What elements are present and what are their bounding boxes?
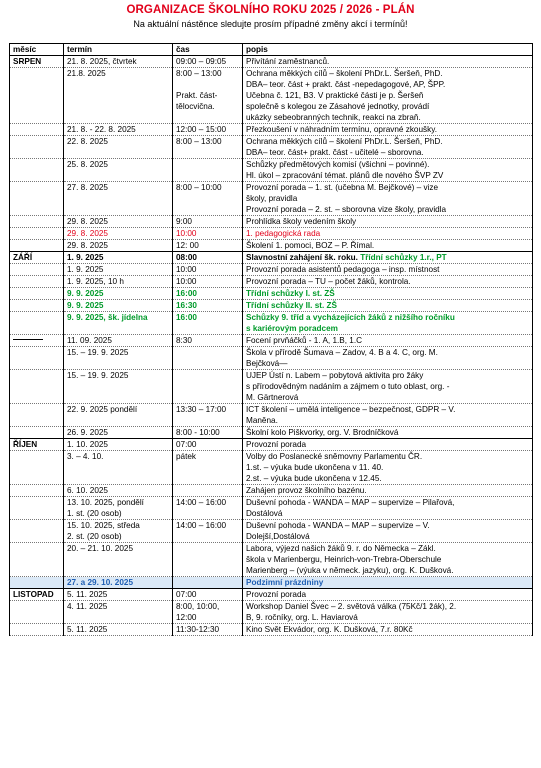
table-row [10, 252, 533, 264]
cell-date: 1. 9. 2025 [64, 252, 173, 264]
cell-date: 11. 09. 2025 [64, 335, 173, 347]
header-month: měsíc [10, 44, 64, 56]
cell-time: 8:00, 10:00, 12:00 [173, 601, 243, 624]
cell-description: Provozní porada – 1. st. (učebna M. Bejčkové) – vize školy, pravidla Provozní porada – 2. st. – sborovna vize školy, pravidla [243, 182, 533, 216]
cell-month [10, 543, 64, 577]
page-title: ORGANIZACE ŠKOLNÍHO ROKU 2025 / 2026 - PLÁN [126, 4, 415, 16]
cell-month [10, 288, 64, 300]
cell-month [10, 300, 64, 312]
cell-date: 1. 9. 2025 [64, 264, 173, 276]
cell-description: Volby do Poslanecké sněmovny Parlamentu ČR. 1.st. – výuka bude ukončena v 11. 40. 2.st. – výuka bude ukončena v 12.45. [243, 451, 533, 485]
cell-date: 5. 11. 2025 [64, 624, 173, 636]
cell-time: 12: 00 [173, 240, 243, 252]
table-row [10, 216, 533, 228]
cell-date: 3. – 4. 10. [64, 451, 173, 485]
cell-date: 13. 10. 2025, pondělí 1. st. (20 osob) [64, 497, 173, 520]
cell-time: 07:00 [173, 439, 243, 451]
cell-month [10, 497, 64, 520]
cell-description: Ochrana měkkých cílů – školení PhDr.L. Šeršeň, PhD. DBA– teor. část + prakt. část -nepedagogové, AP, ŠPP. Učebna č. 121, B3. V praktické části je p. Šeršeň společně s kolegou ze Zásahové jednotky, provádí ukázky sebeobranných technik, reakci na zbraň. [243, 68, 533, 124]
cell-date: 21. 8. 2025, čtvrtek [64, 56, 173, 68]
cell-month [10, 159, 64, 182]
cell-month [10, 216, 64, 228]
cell-description: Labora, výjezd našich žáků 9. r. do Německa – Zákl. škola v Marienbergu, Heinrich-von-Trebra-Oberschule Marienberg – (výuka v německ. jazyku), org. K. Dušková. [243, 543, 533, 577]
table-row [10, 577, 533, 589]
table-row [10, 347, 533, 370]
cell-time: 14:00 – 16:00 [173, 520, 243, 543]
cell-time [173, 370, 243, 404]
cell-date: 26. 9. 2025 [64, 427, 173, 439]
table-row [10, 288, 533, 300]
cell-time: 9:00 [173, 216, 243, 228]
cell-description: Workshop Daniel Švec – 2. světová válka (75Kč/1 žák), 2. B, 9. ročníky, org. L. Haviarová [243, 601, 533, 624]
cell-date: 15. 10. 2025, středa 2. st. (20 osob) [64, 520, 173, 543]
cell-description: Schůzky předmětových komisí (všichni – povinné). Hl. úkol – zpracování témat. plánů dle nového ŠVP ZV [243, 159, 533, 182]
cell-date: 4. 11. 2025 [64, 601, 173, 624]
table-header-row [10, 44, 533, 56]
cell-time [173, 577, 243, 589]
cell-date: 22. 9. 2025 pondělí [64, 404, 173, 427]
table-row [10, 601, 533, 624]
cell-month: SRPEN [10, 56, 64, 68]
cell-time: 16:00 [173, 312, 243, 335]
cell-date: 27. 8. 2025 [64, 182, 173, 216]
schedule-body [10, 56, 533, 636]
schedule-table [9, 43, 533, 636]
table-row [10, 68, 533, 124]
cell-time: pátek [173, 451, 243, 485]
cell-time [173, 543, 243, 577]
cell-description: Focení prvňáčků - 1. A, 1.B, 1.C [243, 335, 533, 347]
cell-date: 5. 11. 2025 [64, 589, 173, 601]
cell-month [10, 601, 64, 624]
cell-date: 15. – 19. 9. 2025 [64, 347, 173, 370]
cell-description-extra: Třídní schůzky 1.r., PT [360, 253, 447, 262]
cell-month [10, 577, 64, 589]
cell-date: 27. a 29. 10. 2025 [64, 577, 173, 589]
table-row [10, 276, 533, 288]
cell-date: 1. 10. 2025 [64, 439, 173, 451]
cell-description: ICT školení – umělá inteligence – bezpečnost, GDPR – V. Maněna. [243, 404, 533, 427]
cell-month [10, 404, 64, 427]
page-subtitle: Na aktuální nástěnce sledujte prosím případné změny akcí i termínů! [133, 19, 408, 29]
cell-month [10, 182, 64, 216]
table-row [10, 520, 533, 543]
cell-time: 8:00 – 13:00 Prakt. část- tělocvična. [173, 68, 243, 124]
cell-description: Školení 1. pomoci, BOZ – P. Římal. [243, 240, 533, 252]
table-row [10, 136, 533, 159]
cell-description: Přivítání zaměstnanců. [243, 56, 533, 68]
cell-date: 29. 8. 2025 [64, 216, 173, 228]
cell-month [10, 228, 64, 240]
cell-description: Prohlídka školy vedením školy [243, 216, 533, 228]
table-row [10, 56, 533, 68]
table-row [10, 497, 533, 520]
cell-date: 9. 9. 2025 [64, 300, 173, 312]
table-row [10, 451, 533, 485]
cell-month: ZÁŘÍ [10, 252, 64, 264]
cell-month [10, 136, 64, 159]
cell-description: Školní kolo Piškvorky, org. V. Brodníčková [243, 427, 533, 439]
table-row [10, 370, 533, 404]
cell-description: Provozní porada [243, 589, 533, 601]
cell-description: Slavnostní zahájení šk. roku. Třídní schůzky 1.r., PT [243, 252, 533, 264]
cell-time: 10:00 [173, 276, 243, 288]
cell-date: 29. 8. 2025 [64, 240, 173, 252]
cell-date: 25. 8. 2025 [64, 159, 173, 182]
cell-description: Ochrana měkkých cílů – školení PhDr.L. Šeršeň, PhD. DBA– teor. část+ prakt. část - učitelé – sborovna. [243, 136, 533, 159]
cell-month [10, 347, 64, 370]
cell-time [173, 159, 243, 182]
cell-description: 1. pedagogická rada [243, 228, 533, 240]
cell-description: Duševní pohoda - WANDA – MAP – supervize – V. Dolejší,Dostálová [243, 520, 533, 543]
cell-time: 08:00 [173, 252, 243, 264]
cell-month [10, 276, 64, 288]
table-row [10, 240, 533, 252]
table-row [10, 404, 533, 427]
table-row [10, 264, 533, 276]
header-description: popis [243, 44, 533, 56]
cell-description: Duševní pohoda - WANDA – MAP – supervize – Pilařová, Dostálová [243, 497, 533, 520]
cell-description: Provozní porada – TU – počet žáků, kontrola. [243, 276, 533, 288]
cell-time: 10:00 [173, 264, 243, 276]
cell-description: Podzimní prázdniny [243, 577, 533, 589]
header-time: čas [173, 44, 243, 56]
cell-description: Třídní schůzky II. st. ZŠ [243, 300, 533, 312]
cell-time: 07:00 [173, 589, 243, 601]
cell-description: Schůzky 9. tříd a vycházejících žáků z nižšího ročníku s kariérovým poradcem [243, 312, 533, 335]
header-date: termín [64, 44, 173, 56]
cell-description: UJEP Ústí n. Labem – pobytová aktivita pro žáky s přírodovědným nadáním a zájmem o tuto oblast, org. - M. Gärtnerová [243, 370, 533, 404]
cell-month: LISTOPAD [10, 589, 64, 601]
cell-time: 10:00 [173, 228, 243, 240]
cell-month [10, 240, 64, 252]
cell-time: 12:00 – 15:00 [173, 124, 243, 136]
cell-month [10, 624, 64, 636]
cell-month [10, 68, 64, 124]
cell-time: 11:30-12:30 [173, 624, 243, 636]
cell-date: 15. – 19. 9. 2025 [64, 370, 173, 404]
cell-description: Přezkoušení v náhradním termínu, opravné zkoušky. [243, 124, 533, 136]
table-row [10, 624, 533, 636]
cell-month [10, 264, 64, 276]
cell-date: 21.8. 2025 [64, 68, 173, 124]
cell-date: 21. 8. - 22. 8. 2025 [64, 124, 173, 136]
table-row [10, 485, 533, 497]
table-row [10, 335, 533, 347]
table-row [10, 300, 533, 312]
table-row [10, 427, 533, 439]
cell-time: 13:30 – 17:00 [173, 404, 243, 427]
cell-month: ŘÍJEN [10, 439, 64, 451]
cell-date: 9. 9. 2025 [64, 288, 173, 300]
cell-date: 20. – 21. 10. 2025 [64, 543, 173, 577]
table-row [10, 124, 533, 136]
cell-date: 29. 8. 2025 [64, 228, 173, 240]
cell-description: Kino Svět Ekvádor, org. K. Dušková, 7.r. 80Kč [243, 624, 533, 636]
cell-month [10, 451, 64, 485]
cell-time: 14:00 – 16:00 [173, 497, 243, 520]
table-row [10, 439, 533, 451]
table-row [10, 228, 533, 240]
cell-month [10, 335, 64, 347]
cell-time: 09:00 – 09:05 [173, 56, 243, 68]
cell-time: 8:00 - 10:00 [173, 427, 243, 439]
table-row [10, 159, 533, 182]
cell-description: Zahájen provoz školního bazénu. [243, 485, 533, 497]
cell-month [10, 312, 64, 335]
cell-time [173, 485, 243, 497]
cell-time: 16:00 [173, 288, 243, 300]
table-row [10, 543, 533, 577]
cell-date: 6. 10. 2025 [64, 485, 173, 497]
table-row [10, 182, 533, 216]
cell-time [173, 347, 243, 370]
cell-month [10, 427, 64, 439]
cell-description: Provozní porada asistentů pedagoga – insp. místnost [243, 264, 533, 276]
cell-date: 1. 9. 2025, 10 h [64, 276, 173, 288]
divider-line [13, 339, 43, 340]
cell-time: 16:30 [173, 300, 243, 312]
cell-time: 8:30 [173, 335, 243, 347]
cell-month [10, 485, 64, 497]
cell-description: Třídní schůzky I. st. ZŠ [243, 288, 533, 300]
cell-month [10, 370, 64, 404]
cell-time: 8:00 – 10:00 [173, 182, 243, 216]
cell-time: 8:00 – 13:00 [173, 136, 243, 159]
cell-description: Škola v přírodě Šumava – Zadov, 4. B a 4. C, org. M. Bejčková— [243, 347, 533, 370]
cell-date: 22. 8. 2025 [64, 136, 173, 159]
table-row [10, 312, 533, 335]
cell-description: Provozní porada [243, 439, 533, 451]
table-row [10, 589, 533, 601]
cell-month [10, 124, 64, 136]
cell-date: 9. 9. 2025, šk. jídelna [64, 312, 173, 335]
cell-month [10, 520, 64, 543]
